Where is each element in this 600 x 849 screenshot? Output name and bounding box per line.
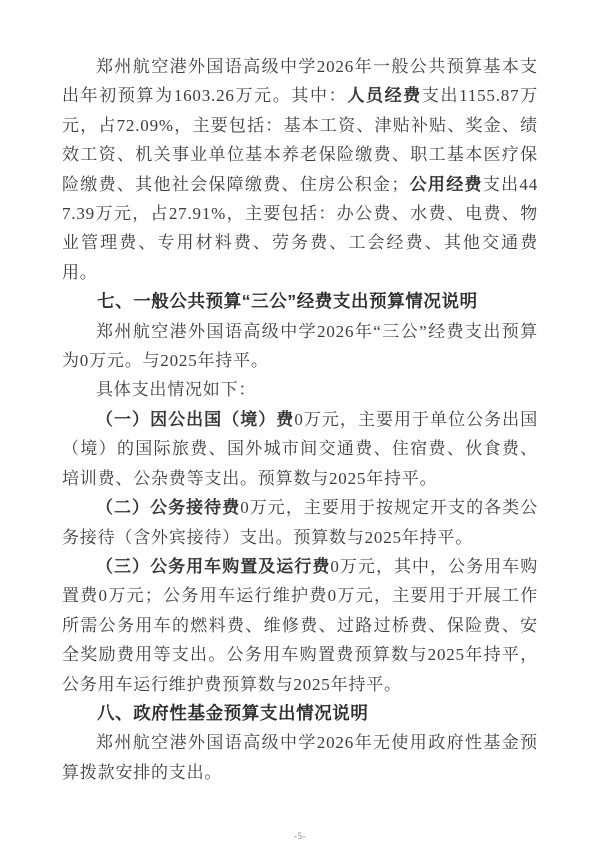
para-gov-fund: 郑州航空港外国语高级中学2026年无使用政府性基金预算拨款安排的支出。 (62, 733, 538, 782)
text-run-bold-item2-lead: （二）公务接待费 (96, 498, 241, 518)
text-run: 支出447.39万元，占27.91%，主要包括：办公费、水费、电费、物业管理费、专用材料费、劳务费、工会经费、其他交通费用。 (62, 174, 539, 282)
text-run: 0万元，主要用于单位公务出国（境）的国际旅费、国外城市间交通费、住宿费、伙食费、培训费、公杂费等支出。预算数与2025年持平。 (62, 409, 538, 488)
document-body (62, 52, 538, 787)
para-item-official-reception (62, 493, 538, 552)
text-run: 0万元，其中，公务用车购置费0万元；公务用车运行维护费0万元，主要用于开展工作所需公务用车的燃料费、维修费、过路过桥费、保险费、安全奖励费用等支出。公务用车购置费预算数与2025年持平，公务用车运行维护费预算数与2025年持平。 (62, 556, 538, 694)
para-details-intro: 具体支出情况如下： (96, 380, 257, 400)
text-run: 支出1155.87万元，占72.09%，主要包括：基本工资、津贴补贴、奖金、绩效工资、机关事业单位基本养老保险缴费、职工基本医疗保险缴费、其他社会保障缴费、住房公积金； (62, 86, 539, 194)
text-run-bold-item1-lead: （一）因公出国（境）费 (96, 409, 295, 429)
text-run-bold-public-funds: 公用经费 (409, 174, 483, 194)
para-sangong-budget: 郑州航空港外国语高级中学2026年“三公”经费支出预算为0万元。与2025年持平。 (62, 321, 538, 371)
para-basic-expenditure (62, 52, 538, 287)
para-item-overseas-travel (62, 405, 538, 493)
page-number: -5- (294, 831, 306, 841)
para-item-official-vehicles (62, 552, 538, 699)
text-run: 郑州航空港外国语高级中学2026年一般公共预算基本支出年初预算为1603.26万元。其中： (62, 57, 538, 106)
heading-section-seven: 七、一般公共预算“三公”经费支出预算情况说明 (97, 291, 478, 312)
text-run-bold-item3-lead: （三）公务用车购置及运行费 (96, 556, 331, 576)
heading-section-eight: 八、政府性基金预算支出情况说明 (97, 702, 369, 723)
text-run: 0万元，主要用于按规定开支的各类公务接待（含外宾接待）支出。预算数与2025年持平。 (62, 498, 538, 547)
text-run-bold-personnel-funds: 人员经费 (347, 86, 422, 106)
